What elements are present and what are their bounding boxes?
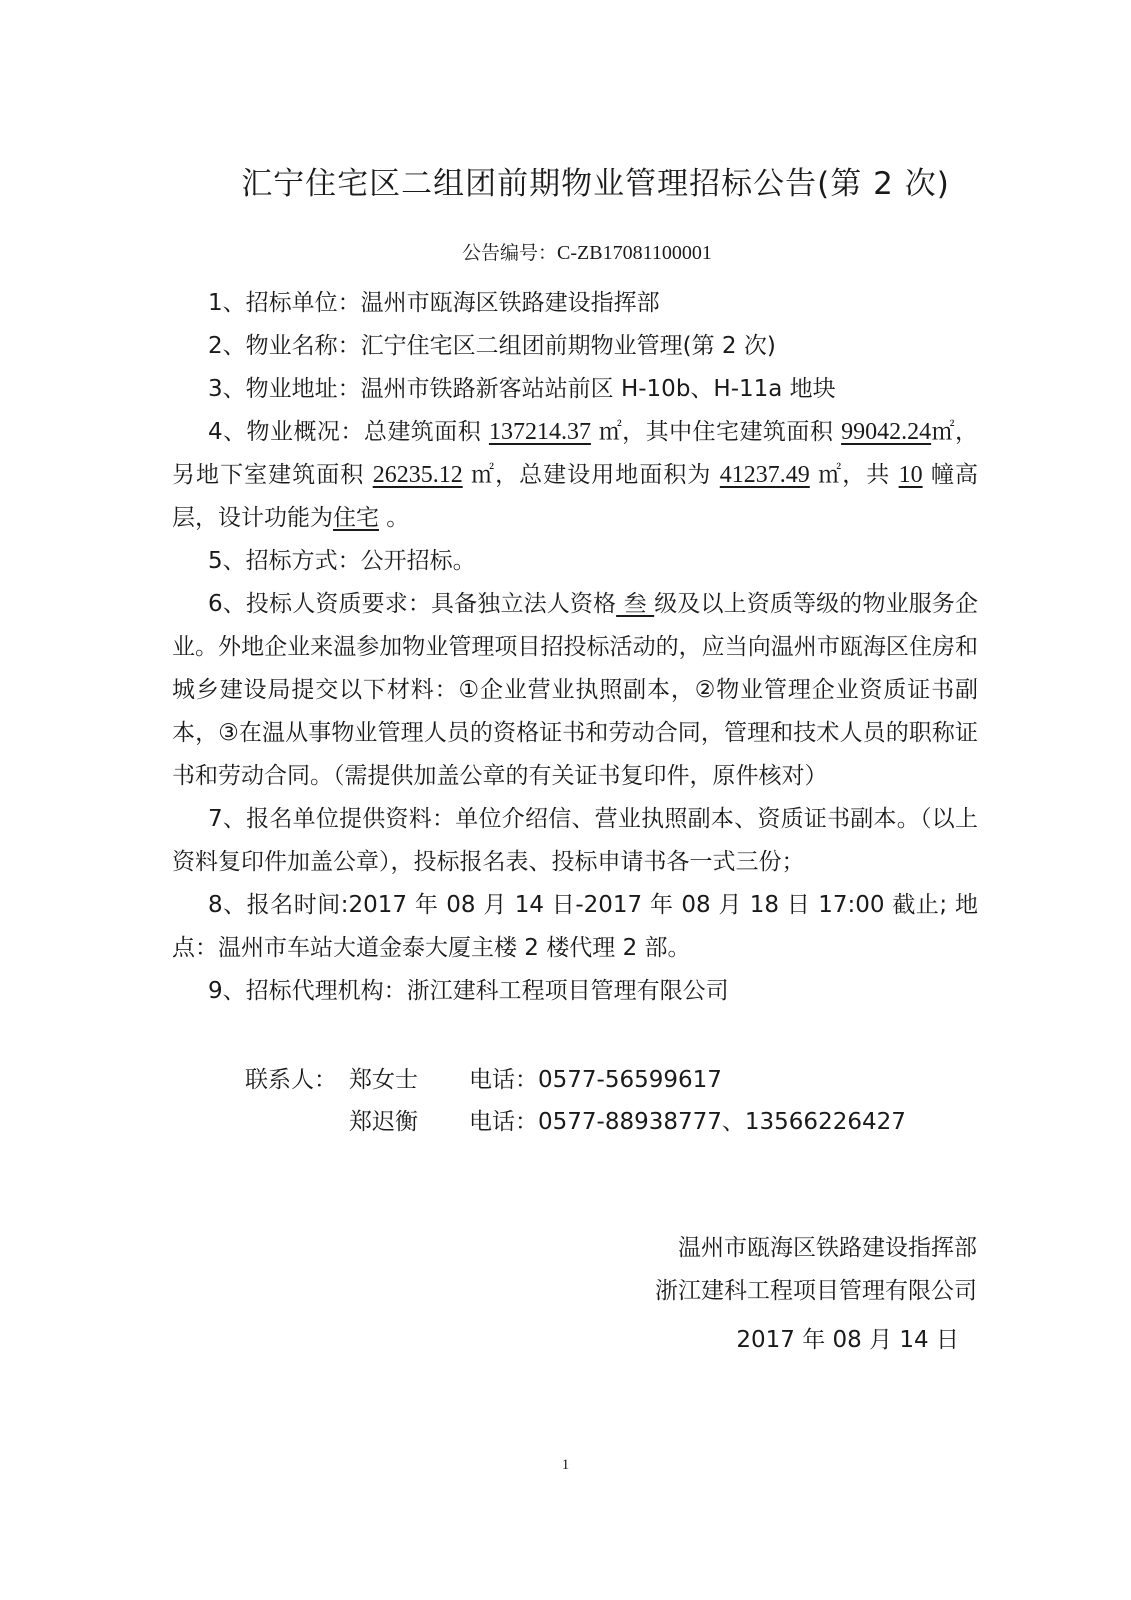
item-1 — [172, 282, 978, 325]
item-4 — [172, 411, 978, 540]
item-4-text-f: 幢高层，设计功能为 — [172, 462, 979, 531]
residential-area-value: 99042.24 — [841, 419, 932, 445]
announcement-number-label: 公告编号： — [462, 242, 558, 264]
item-7: 7、报名单位提供资料：单位介绍信、营业执照副本、资质证书副本。（以上资料复印件加盖公章），投标报名表、投标申请书各一式三份； — [172, 806, 978, 875]
total-area-value: 137214.37 — [488, 419, 591, 445]
announcement-number-value: C-ZB17081100001 — [557, 242, 712, 264]
item-6-text-a: 6、投标人资质要求：具备独立法人资格 — [208, 591, 617, 617]
item-1-value: 温州市瓯海区铁路建设指挥部 — [360, 290, 660, 316]
announcement-number — [462, 238, 712, 265]
item-4-text-d: ㎡，总建设用地面积为 — [462, 462, 720, 488]
document-title: 汇宁住宅区二组团前期物业管理招标公告(第 2 次) — [241, 166, 950, 202]
item-2-label: 2、物业名称： — [208, 333, 361, 359]
contact-1-phone: 电话：0577-56599617 — [469, 1067, 722, 1093]
item-2-value: 汇宁住宅区二组团前期物业管理(第 2 次) — [360, 333, 776, 359]
item-6-text-b: 级及以上资质等级的物业服务企业。外地企业来温参加物业管理项目招投标活动的，应当向温州市瓯海区住房和城乡建设局提交以下材料：①企业营业执照副本，②物业管理企业资质证书副本，③在温从事物业管理人员的资格证书和劳动合同，管理和技术人员的职称证书和劳动合同。（需提供加盖公章的有关证书复印件，原件核对） — [172, 591, 978, 789]
item-9: 9、招标代理机构：浙江建科工程项目管理有限公司 — [208, 978, 729, 1004]
item-5: 5、招标方式：公开招标。 — [208, 548, 476, 574]
item-4-text-e: ㎡，共 — [809, 462, 899, 488]
signature-org-2: 浙江建科工程项目管理有限公司 — [655, 1278, 977, 1304]
qualification-grade-value: 叁 — [616, 591, 655, 617]
contact-2-name: 郑迟衡 — [349, 1109, 418, 1135]
signature-org-1: 温州市瓯海区铁路建设指挥部 — [678, 1235, 977, 1261]
item-6 — [172, 583, 978, 798]
item-4-text-a: 4、物业概况：总建筑面积 — [208, 419, 489, 445]
signature-date: 2017 年 08 月 14 日 — [736, 1327, 959, 1353]
item-3-label: 3、物业地址： — [208, 376, 361, 402]
contact-2-phone: 电话：0577-88938777、13566226427 — [469, 1109, 906, 1135]
item-4-text-c: ㎡，另地下室建筑面积 — [172, 419, 979, 488]
page-number: 1 — [561, 1457, 570, 1473]
item-3-value: 温州市铁路新客站站前区 H-10b、H-11a 地块 — [360, 376, 836, 402]
design-function-value: 住宅 — [333, 505, 379, 531]
item-4-text-b: ㎡，其中住宅建筑面积 — [590, 419, 842, 445]
document-body — [172, 282, 978, 1013]
item-1-label: 1、招标单位： — [208, 290, 361, 316]
item-3 — [172, 368, 978, 411]
contact-person-label: 联系人： — [245, 1067, 337, 1093]
building-count-value: 10 — [898, 462, 923, 488]
basement-area-value: 26235.12 — [372, 462, 463, 488]
land-area-value: 41237.49 — [719, 462, 810, 488]
item-4-text-g: 。 — [379, 505, 410, 531]
item-8: 8、报名时间:2017 年 08 月 14 日-2017 年 08 月 18 日 17:00 截止; 地点：温州市车站大道金泰大厦主楼 2 楼代理 2 部。 — [172, 892, 978, 961]
item-2 — [172, 325, 978, 368]
contact-1-name: 郑女士 — [349, 1067, 418, 1093]
